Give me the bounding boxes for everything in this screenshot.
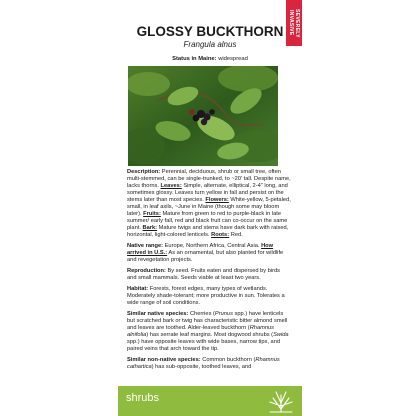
fruits-label: Fruits: [143, 211, 161, 217]
plant-photo [128, 66, 278, 166]
leaves-label: Leaves: [160, 183, 182, 189]
similar-native-text-2: spp.) have lenticels but scratched bark or twig has characteristic bitter almond smell and leaves are toothed. Alder-leaved buckthorn ( [127, 311, 288, 331]
description-paragraph [127, 169, 291, 239]
habitat-text: Forests, forest edges, many types of wetlands. Moderately shade-tolerant; more productive in sun. Tolerates a wide range of soil conditions. [127, 286, 285, 306]
similar-nonnative-label: Similar non-native species: [127, 357, 201, 363]
similar-native-label: Similar native species: [127, 311, 189, 317]
similar-native-text-1: Cherries ( [189, 311, 215, 317]
arrived-label: How arrived in U.S.: [127, 243, 274, 256]
severity-badge-line2: INVASIVE [288, 10, 294, 36]
fruits-text: Mature from green to red to purple-black in late summer/ early fall, red and black fruit can co-occur on the same plant. [127, 211, 288, 231]
description-text: Perennial, deciduous, shrub or small tree, often multi-stemmed, can be single-trunked, to ~20' tall. Despite name, lacks thorns. [127, 169, 291, 189]
plant-photo-image [128, 66, 278, 166]
similar-nonnative-text-2: ) has sub-opposite, toothed leaves, and [151, 364, 252, 370]
scientific-name: Frangula alnus [183, 40, 237, 49]
reproduction-label: Reproduction: [127, 268, 166, 274]
species-title: GLOSSY BUCKTHORN [136, 24, 284, 39]
leaves-text: Simple, alternate, elliptical, 2-4" long, and sometimes glossy. Leaves turn yellow in fall and persist on the stems later than most species. [127, 183, 288, 203]
similar-native-taxon-3: Swida [273, 332, 289, 338]
species-details [127, 169, 291, 375]
similar-nonnative-taxon-1: Rhamnus cathartica [127, 357, 280, 370]
similar-native-taxon-1: Prunus [214, 311, 233, 317]
similar-native-paragraph [127, 311, 291, 353]
arrived-text: As an ornamental, but also planted for wildlife and revegetation projects. [127, 250, 284, 263]
flowers-label: Flowers: [205, 197, 229, 203]
status-line [118, 56, 302, 62]
description-label: Description: [127, 169, 161, 175]
native-range-label: Native range: [127, 243, 164, 249]
native-range-paragraph [127, 243, 291, 264]
similar-native-text-3: ) has serrate leaf margins. Most dogwood shrubs ( [146, 332, 274, 338]
bark-label: Bark: [142, 225, 158, 231]
similar-native-text-4: spp.) have opposite leaves with wide bases, narrow tips, and paired veins that arch toward the tip. [127, 339, 281, 352]
habitat-paragraph [127, 286, 291, 307]
species-card [118, 0, 302, 416]
category-label: shrubs [126, 392, 160, 404]
habitat-label: Habitat: [127, 286, 149, 292]
status-value: widespread [218, 56, 248, 62]
reproduction-text: By seed. Fruits eaten and dispersed by birds and small mammals. Seeds viable at least two years. [127, 268, 281, 281]
reproduction-paragraph [127, 268, 291, 282]
category-footer [118, 386, 302, 416]
shrub-icon [268, 389, 294, 413]
severity-badge-line1: SEVERELY [294, 8, 300, 38]
similar-native-taxon-2: Rhamnus alnifolia [127, 325, 275, 338]
roots-label: Roots: [211, 232, 230, 238]
bark-text: Mature twigs and stems have dark bark with raised, horizontal, light-colored lenticels. [127, 225, 289, 238]
roots-text: Red. [230, 232, 243, 238]
status-label: Status in Maine: [172, 56, 217, 62]
similar-nonnative-text-1: Common buckthorn ( [202, 357, 256, 363]
similar-nonnative-paragraph [127, 357, 291, 371]
native-range-text: Europe, Northern Africa, Central Asia. [164, 243, 260, 249]
flowers-text: White-yellow, 5-petaled, small, in leaf axils, ~June in Maine (though some may bloom later). [127, 197, 291, 217]
